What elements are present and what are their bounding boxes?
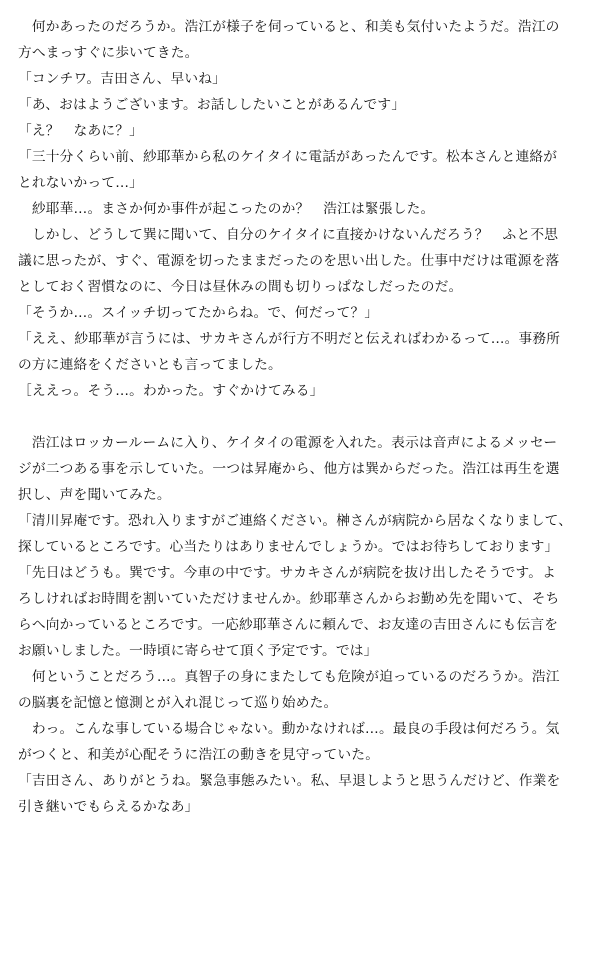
text-line: 浩江はロッカールームに入り、ケイタイの電源を入れた。表示は音声によるメッセー xyxy=(18,435,558,451)
text-line: 方へまっすぐに歩いてきた。 xyxy=(18,45,199,61)
body-text xyxy=(18,14,598,820)
text-line: の方に連絡をくださいとも言ってました。 xyxy=(18,357,282,373)
text-line: 「え？ なあに？」 xyxy=(18,123,143,139)
text-line: 「あ、おはようございます。お話ししたいことがあるんです」 xyxy=(18,97,406,113)
text-line: がつくと、和美が心配そうに浩江の動きを見守っていた。 xyxy=(18,747,380,763)
text-line: 引き継いでもらえるかなあ」 xyxy=(18,799,199,815)
text-line: 紗耶華…。まさか何か事件が起こったのか？ 浩江は緊張した。 xyxy=(18,201,435,217)
text-line: 「ええ、紗耶華が言うには、サカキさんが行方不明だと伝えればわかるって…。事務所 xyxy=(18,331,561,347)
text-line: 「吉田さん、ありがとうね。緊急事態みたい。私、早退しようと思うんだけど、作業を xyxy=(18,773,561,789)
text-line: ジが二つある事を示していた。一つは昇庵から、他方は巽からだった。浩江は再生を選 xyxy=(18,461,560,477)
text-line: 「コンチワ。吉田さん、早いね」 xyxy=(18,71,227,87)
text-line: 「先日はどうも。巽です。今車の中です。サカキさんが病院を抜け出したそうです。よ xyxy=(18,565,557,581)
text-line: 「清川昇庵です。恐れ入りますがご連絡ください。榊さんが病院から居なくなりまして、 xyxy=(18,513,573,529)
text-line: 「そうか…。スイッチ切ってたからね。で、何だって？」 xyxy=(18,305,379,321)
text-line: らへ向かっているところです。一応紗耶華さんに頼んで、お友達の吉田さんにも伝言を xyxy=(18,617,559,633)
text-line: 議に思ったが、すぐ、電源を切ったままだったのを思い出した。仕事中だけは電源を落 xyxy=(18,253,560,269)
text-line: 「三十分くらい前、紗耶華から私のケイタイに電話があったんです。松本さんと連絡が xyxy=(18,149,558,165)
text-line: 何かあったのだろうか。浩江が様子を伺っていると、和美も気付いたようだ。浩江の xyxy=(18,19,560,35)
text-line: ［ええっ。そう…。わかった。すぐかけてみる」 xyxy=(18,383,324,399)
text-line: わっ。こんな事している場合じゃない。動かなければ…。最良の手段は何だろう。気 xyxy=(18,721,560,737)
text-line: ろしければお時間を割いていただけませんか。紗耶華さんからお勤め先を聞いて、そち xyxy=(18,591,560,607)
text-line: としておく習慣なのに、今日は昼休みの間も切りっぱなしだったのだ。 xyxy=(18,279,463,295)
text-line: お願いしました。一時頃に寄らせて頂く予定です。では」 xyxy=(18,643,378,659)
blank-line xyxy=(18,404,598,430)
text-line: 探しているところです。心当たりはありませんでしょうか。ではお待ちしております」 xyxy=(18,539,559,555)
text-line: とれないかって…」 xyxy=(18,175,143,191)
text-line: しかし、どうして巽に聞いて、自分のケイタイに直接かけないんだろう？ ふと不思 xyxy=(18,227,559,243)
text-line: の脳裏を記憶と憶測とが入れ混じって巡り始めた。 xyxy=(18,695,338,711)
text-line: 択し、声を聞いてみた。 xyxy=(18,487,171,503)
text-line: 何ということだろう…。真智子の身にまたしても危険が迫っているのだろうか。浩江 xyxy=(18,669,560,685)
